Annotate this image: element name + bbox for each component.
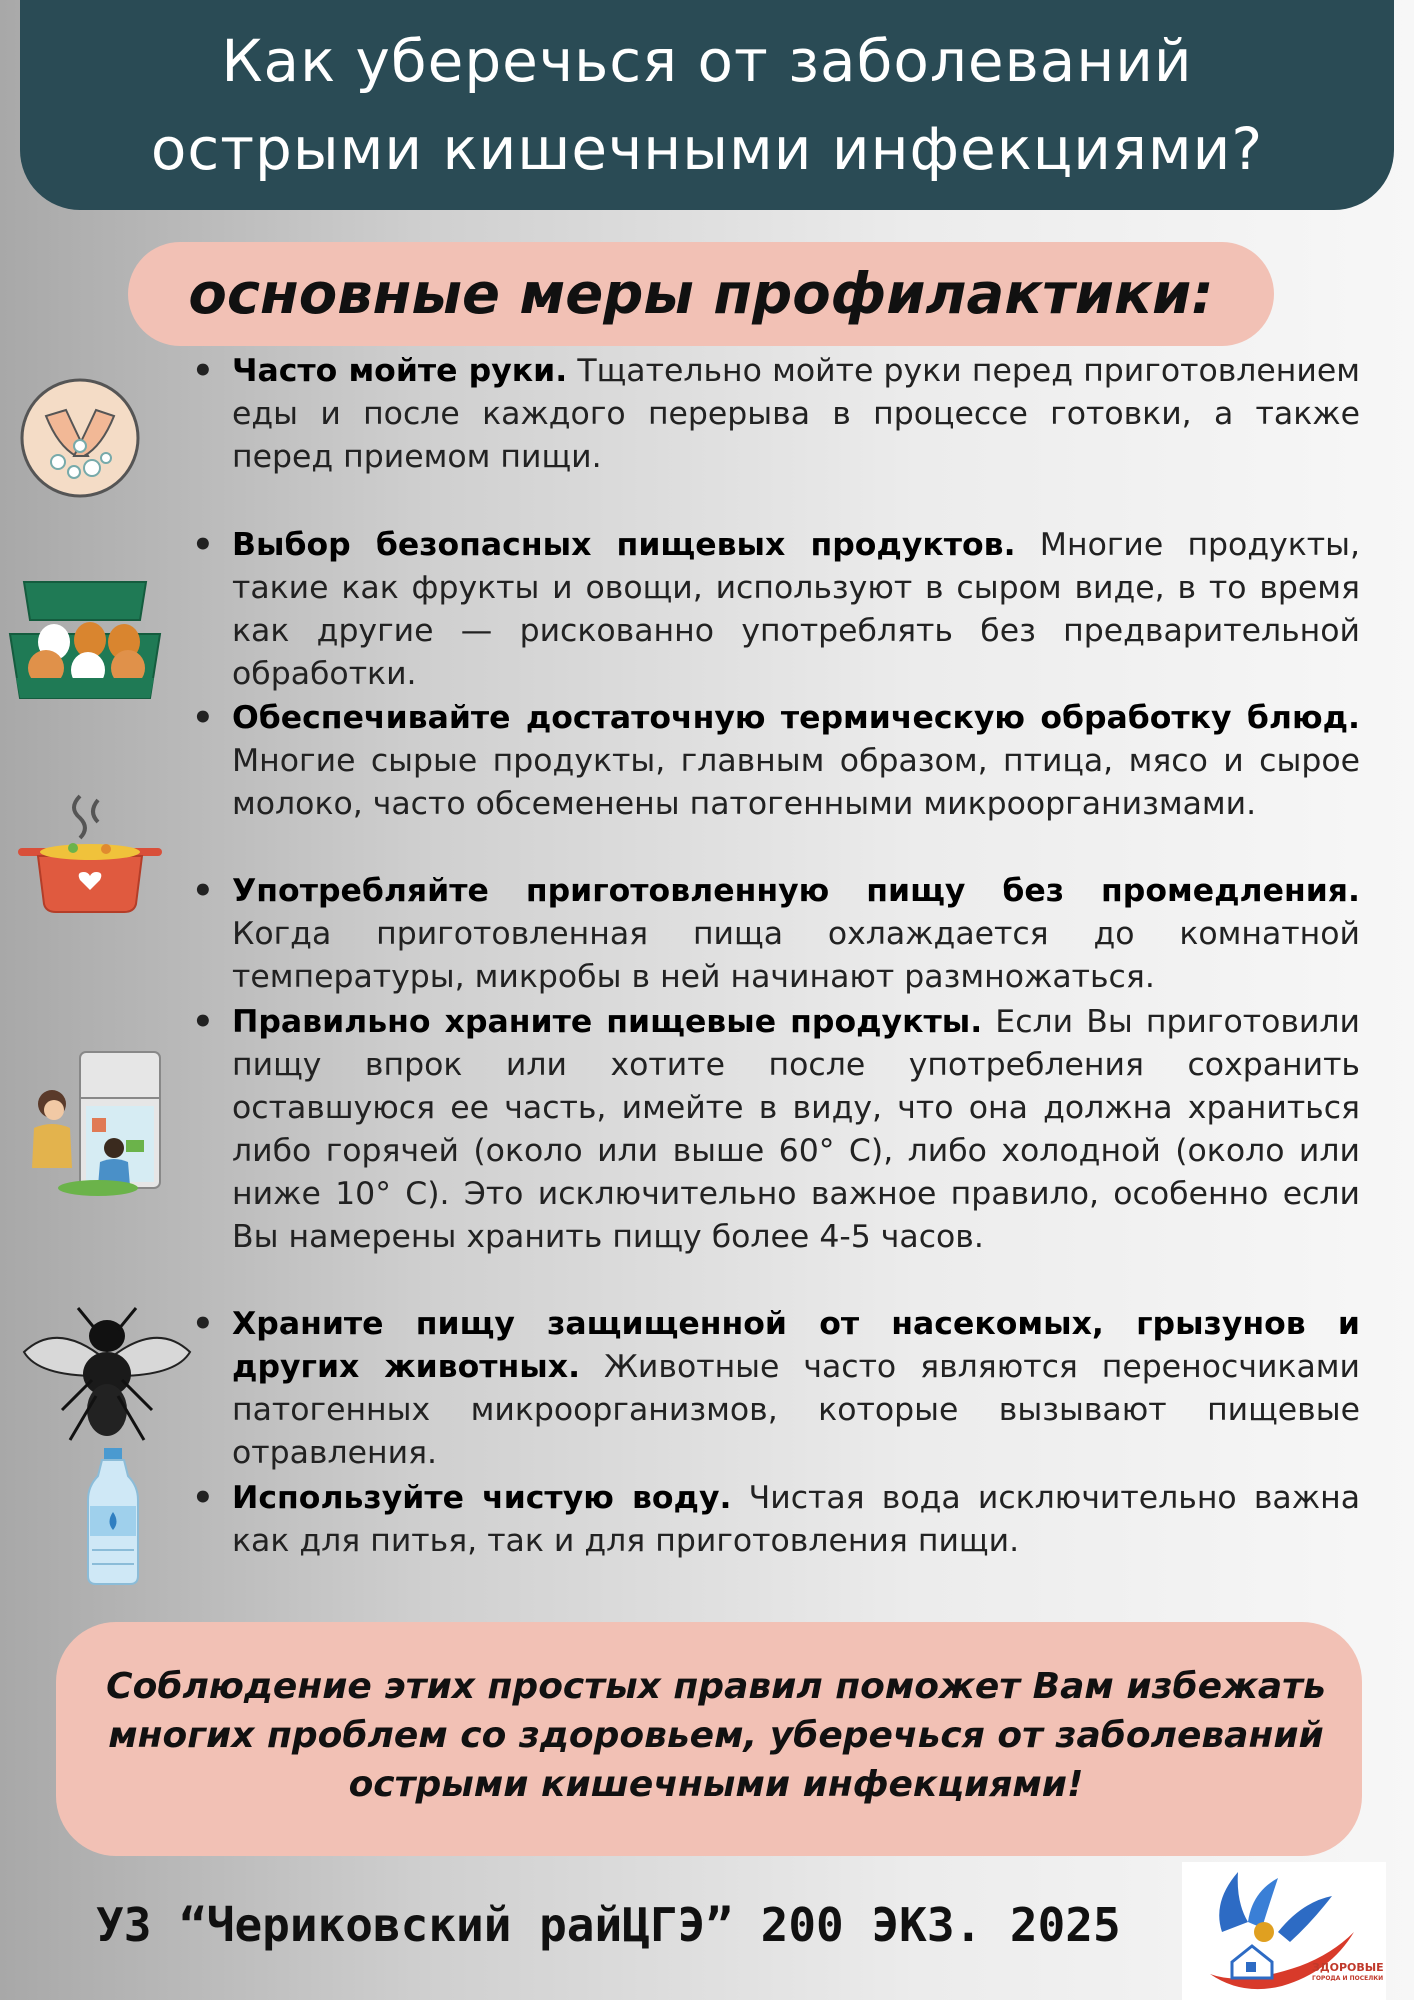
item-text: Многие сырые продукты, главным образом, птица, мясо и сырое молоко, часто обсеменены патогенными микроорганизмами. (232, 743, 1360, 822)
cooking-pot-icon (18, 786, 162, 916)
item-text: Если Вы приготовили пищу впрок или хотите после употребления сохранить оставшуюся ее часть, имейте в виду, что она должна храниться либо горячей (около или выше 60° С), либо холодной (около или ниже 10° С). Это исключительно важное правило, особенно если Вы намерены хранить пищу более 4-5 часов. (232, 1004, 1360, 1255)
bullet: • (192, 525, 214, 565)
item-title: Часто мойте руки. (232, 353, 568, 389)
item-title: Выбор безопасных пищевых продуктов. (232, 527, 1016, 563)
header-banner (20, 0, 1394, 210)
logo (1182, 1862, 1386, 2000)
item-text: Тщательно мойте руки перед приготовлением еды и после каждого перерыва в процессе готовки, а также перед приемом пищи. (232, 353, 1361, 475)
bullet: • (192, 871, 214, 911)
subheading-box (128, 242, 1274, 346)
bullet: • (192, 1002, 214, 1042)
footer-message (66, 1662, 1366, 1809)
title-line-1: Как уберечься от заболеваний (221, 27, 1193, 95)
subheading: основные меры профилактики: (188, 261, 1214, 327)
bullet: • (192, 698, 214, 738)
item-title: Храните пищу защищенной от насекомых, грызунов и других животных. (232, 1306, 1360, 1385)
item-text: Животные часто являются переносчиками патогенных микроорганизмов, которые вызывают пищевые отравления. (232, 1349, 1360, 1471)
footer-line-1: Соблюдение этих простых правил поможет Вам избежать (106, 1666, 1326, 1707)
item-title: Используйте чистую воду. (232, 1480, 732, 1516)
item-text: Когда приготовленная пища охлаждается до комнатной температуры, микробы в ней начинают размножаться. (232, 916, 1360, 995)
list-item-cooking (192, 697, 1360, 826)
footer-line-3: острыми кишечными инфекциями! (348, 1764, 1084, 1805)
logo-text-line-2: ГОРОДА И ПОСЕЛКИ (1312, 1975, 1384, 1982)
fly-icon (18, 1300, 196, 1448)
item-text: Многие продукты, такие как фрукты и овощи, используют в сыром виде, в то время как другие — рискованно употреблять без предварительной обработки. (232, 527, 1360, 692)
bullet: • (192, 1304, 214, 1344)
list-item-pests (192, 1303, 1360, 1475)
title-line-2: острыми кишечными инфекциями? (150, 115, 1264, 183)
item-title: Обеспечивайте достаточную термическую обработку блюд. (232, 700, 1360, 736)
list-item-products (192, 524, 1360, 696)
footer-line-2: многих проблем со здоровьем, уберечься от заболеваний (108, 1715, 1324, 1756)
organization-line: УЗ “Чериковский райЦГЭ” 200 ЭКЗ. 2025 (96, 1898, 1121, 1952)
logo-text (1312, 1962, 1386, 1984)
list-item-water (192, 1477, 1360, 1563)
hand-washing-icon (18, 376, 142, 500)
list-item-eat-promptly (192, 870, 1360, 999)
refrigerator-family-icon (22, 1048, 164, 1198)
bullet: • (192, 1478, 214, 1518)
item-title: Употребляйте приготовленную пищу без промедления. (232, 873, 1360, 909)
bullet: • (192, 351, 214, 391)
water-bottle-icon (84, 1446, 142, 1586)
logo-text-line-1: ЗДОРОВЫЕ (1312, 1961, 1384, 1974)
egg-carton-icon (6, 578, 164, 704)
item-text: Чистая вода исключительно важна как для питья, так и для приготовления пищи. (232, 1480, 1360, 1559)
list-item-hands (192, 350, 1361, 479)
item-title: Правильно храните пищевые продукты. (232, 1004, 983, 1040)
footer-message-box (56, 1622, 1362, 1856)
list-item-storage (192, 1001, 1360, 1259)
